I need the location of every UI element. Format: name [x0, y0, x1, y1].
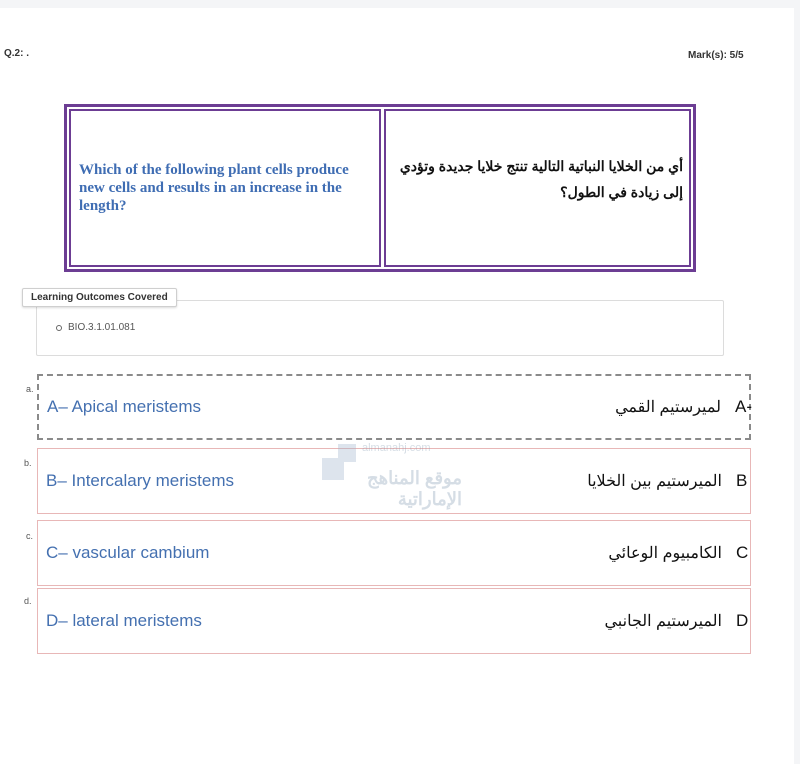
option-d[interactable]: [37, 588, 751, 654]
question-number: Q.2: .: [4, 48, 30, 59]
option-a-arabic-letter: A-: [735, 397, 752, 416]
option-a-arabic: لميرستيم القمي: [615, 399, 721, 416]
question-text-arabic: أي من الخلايا النباتية التالية تنتج خلايا جديدة وتؤدي إلى زيادة في الطول؟: [384, 109, 692, 267]
option-d-english: D– lateral meristems: [46, 611, 202, 630]
learning-outcome-code: BIO.3.1.01.081: [68, 322, 136, 333]
option-d-arabic: الميرستيم الجانبي: [604, 613, 722, 630]
option-a-arabic-group: [615, 397, 752, 417]
watermark-name: موقع المناهج الإماراتية: [366, 468, 462, 509]
bullet-icon: [56, 325, 62, 331]
option-d-arabic-letter: D: [736, 611, 749, 630]
option-a-letter: a.: [26, 384, 34, 394]
option-a-english: A– Apical meristems: [47, 397, 201, 416]
learning-outcome-item: [56, 322, 135, 333]
option-c-arabic-letter: C: [736, 543, 749, 562]
option-b-arabic-letter: B: [736, 471, 748, 490]
option-b-arabic: الميرستيم بين الخلايا: [587, 473, 722, 490]
option-c-arabic-group: [608, 543, 750, 563]
option-b-english: B– Intercalary meristems: [46, 471, 234, 490]
question-table: [64, 104, 696, 272]
learning-outcomes-panel: [36, 300, 724, 356]
option-b-arabic-group: [587, 471, 750, 491]
learning-outcomes-title: Learning Outcomes Covered: [22, 288, 177, 307]
option-c[interactable]: [37, 520, 751, 586]
option-c-english: C– vascular cambium: [46, 543, 210, 562]
option-b-letter: b.: [24, 458, 32, 468]
option-b[interactable]: [37, 448, 751, 514]
option-d-letter: d.: [24, 596, 32, 606]
watermark-site: almanahj.com: [362, 442, 431, 454]
option-d-arabic-group: [604, 611, 750, 631]
option-a[interactable]: [37, 374, 751, 440]
mark-score: Mark(s): 5/5: [688, 50, 744, 61]
option-c-arabic: الكامبيوم الوعائي: [608, 545, 722, 562]
question-text-english: Which of the following plant cells produce new cells and results in an increase in the length?: [69, 109, 381, 267]
option-c-letter: c.: [26, 531, 34, 541]
